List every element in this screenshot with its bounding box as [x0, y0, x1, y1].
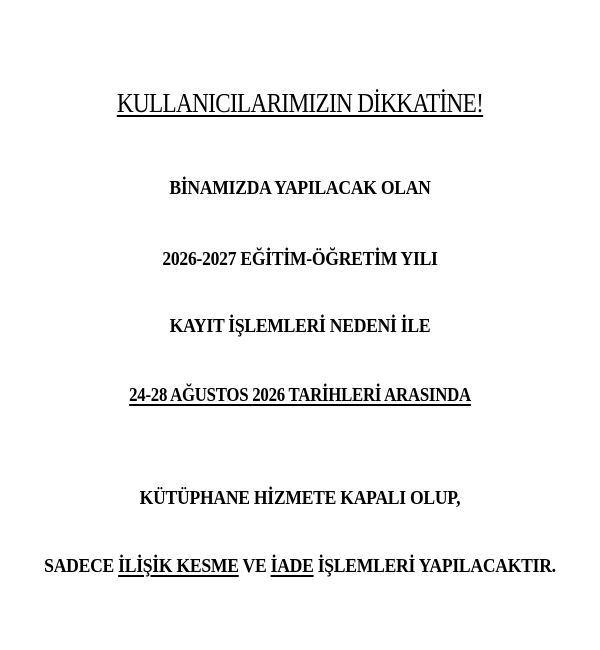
notice-line-date-range: 24-28 AĞUSTOS 2026 TARİHLERİ ARASINDA: [129, 384, 471, 406]
services-conjunction: VE: [238, 555, 271, 577]
notice-line-services: [36, 555, 564, 578]
notice-line-building: BİNAMIZDA YAPILACAK OLAN: [169, 177, 431, 199]
services-suffix: İŞLEMLERİ YAPILACAKTIR.: [313, 555, 556, 577]
service-term-return: İADE: [270, 555, 314, 577]
notice-line-registration: KAYIT İŞLEMLERİ NEDENİ İLE: [169, 315, 431, 337]
notice-title: KULLANICILARIMIZIN DİKKATİNE!: [116, 88, 484, 118]
service-term-clearance: İLİŞİK KESME: [118, 555, 239, 577]
services-prefix: SADECE: [44, 555, 119, 577]
notice-line-academic-year: 2026-2027 EĞİTİM-ÖĞRETİM YILI: [162, 248, 438, 270]
notice-line-library-closed: KÜTÜPHANE HİZMETE KAPALI OLUP,: [139, 487, 461, 509]
